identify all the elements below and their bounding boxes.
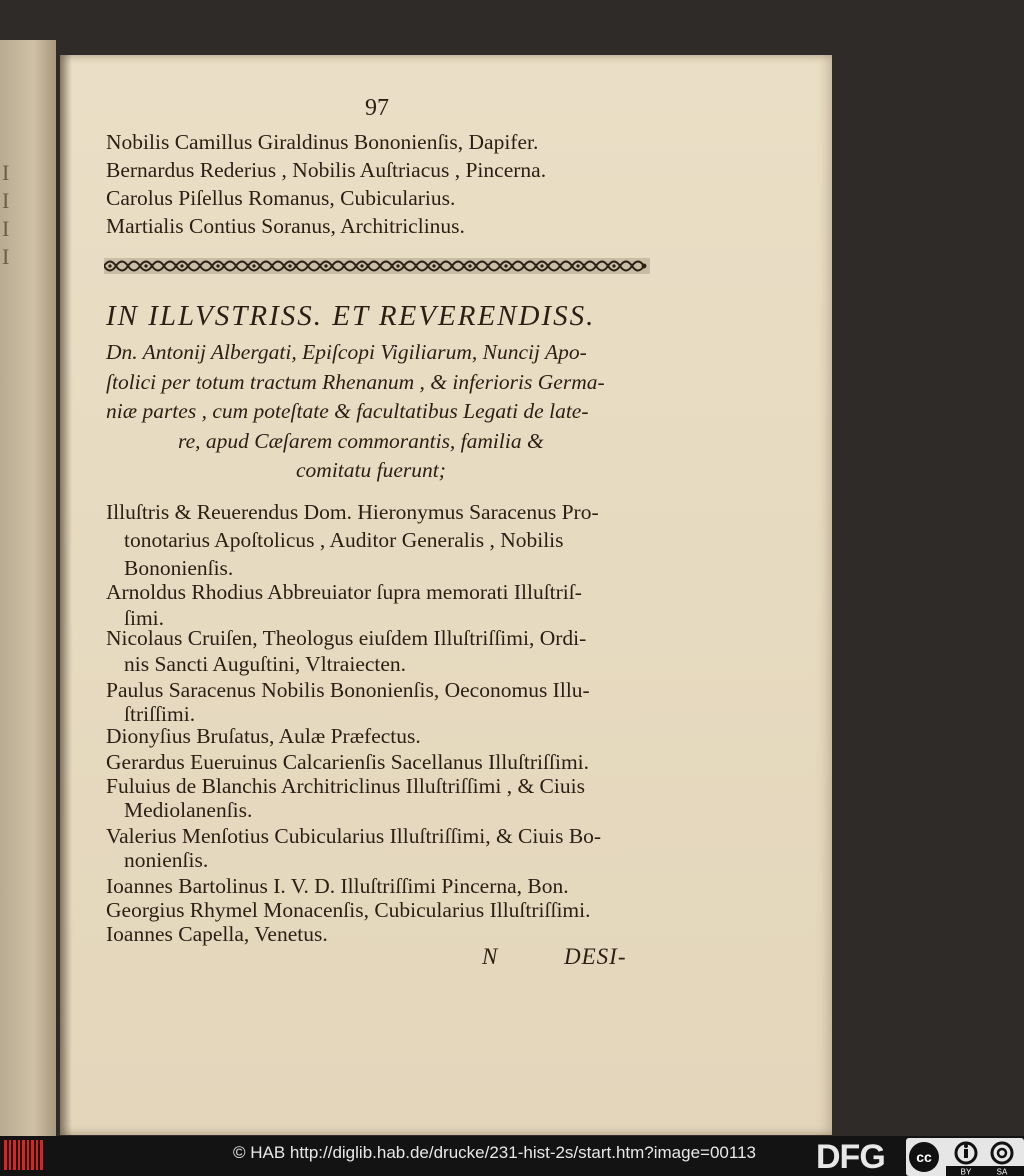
page-number: 97 bbox=[365, 95, 389, 121]
ghost-letter: I bbox=[2, 160, 10, 185]
signature-mark: N bbox=[482, 944, 498, 969]
entry-line: Nicolaus Cruiſen, Theologus eiuſdem Illuſtriſſimi, Ordi- bbox=[106, 626, 587, 650]
dedication-block bbox=[106, 338, 656, 486]
entry-line: Fuluius de Blanchis Architriclinus Illuſtriſſimi , & Ciuis bbox=[106, 774, 585, 798]
entry-line: ſimi. bbox=[124, 606, 165, 630]
entry-line: Ioannes Capella, Venetus. bbox=[106, 922, 328, 946]
page-gutter-shadow bbox=[60, 55, 72, 1135]
dedication-line: ſtolici per totum tractum Rhenanum , & inferioris Germa- bbox=[106, 369, 605, 394]
entry-line: Valerius Menſotius Cubicularius Illuſtriſſimi, & Ciuis Bo- bbox=[106, 824, 602, 848]
entry-line: Bononienſis. bbox=[124, 556, 234, 580]
entry-line: tonotarius Apoſtolicus , Auditor Generalis , Nobilis bbox=[124, 528, 564, 552]
license-sa: SA bbox=[996, 1167, 1008, 1176]
entry-line: Gerardus Eueruinus Calcarienſis Sacellanus Illuſtriſſimi. bbox=[106, 750, 590, 774]
entry-line: Georgius Rhymel Monacenſis, Cubicularius Illuſtriſſimi. bbox=[106, 898, 591, 922]
top-line: Carolus Piſellus Romanus, Cubicularius. bbox=[106, 186, 456, 210]
entry-line: Paulus Saracenus Nobilis Bononienſis, Oeconomus Illu- bbox=[106, 678, 590, 702]
entry-line: Illuſtris & Reuerendus Dom. Hieronymus Saracenus Pro- bbox=[106, 500, 599, 524]
dedication-line: niæ partes , cum poteſtate & facultatibus Legati de late- bbox=[106, 399, 589, 423]
entry-line: Dionyſius Bruſatus, Aulæ Præfectus. bbox=[106, 724, 421, 748]
source-credit[interactable]: © HAB http://diglib.hab.de/drucke/231-hist-2s/start.htm?image=00113 bbox=[233, 1143, 756, 1162]
entry-line: Mediolanenſis. bbox=[124, 798, 253, 822]
license-badge[interactable] bbox=[906, 1138, 1024, 1176]
section-heading: IN ILLVSTRISS. ET REVERENDISS. bbox=[106, 300, 596, 332]
entry-line: Arnoldus Rhodius Abbreuiator ſupra memorati Illuſtriſ- bbox=[106, 580, 582, 604]
ghost-letter: I bbox=[2, 216, 10, 241]
ghost-letter: I bbox=[2, 244, 10, 269]
top-line: Nobilis Camillus Giraldinus Bononienſis, Dapifer. bbox=[106, 130, 539, 154]
adjacent-page-edge bbox=[0, 40, 56, 1140]
entry-line: nonienſis. bbox=[124, 848, 209, 872]
entry-line: Ioannes Bartolinus I. V. D. Illuſtriſſimi Pincerna, Bon. bbox=[106, 874, 569, 898]
dedication-line: Dn. Antonij Albergati, Epiſcopi Vigiliarum, Nuncij Apo- bbox=[106, 340, 587, 364]
svg-text:cc: cc bbox=[916, 1149, 932, 1165]
top-line: Martialis Contius Soranus, Architriclinus. bbox=[106, 214, 465, 238]
top-line: Bernardus Rederius , Nobilis Auſtriacus , Pincerna. bbox=[106, 158, 547, 182]
dedication-line: comitatu fuerunt; bbox=[296, 458, 446, 482]
catchword: DESI- bbox=[564, 944, 627, 969]
dedication-line: re, apud Cæſarem commorantis, familia & bbox=[178, 428, 544, 453]
dfg-logo: DFG bbox=[816, 1138, 885, 1176]
license-by: BY bbox=[960, 1167, 972, 1176]
ghost-letter: I bbox=[2, 188, 10, 213]
entry-line: ſtriſſimi. bbox=[124, 702, 196, 726]
hab-logo bbox=[4, 1140, 43, 1170]
ornamental-border bbox=[104, 255, 650, 277]
entry-line: nis Sancti Auguſtini, Vltraiecten. bbox=[124, 652, 407, 676]
